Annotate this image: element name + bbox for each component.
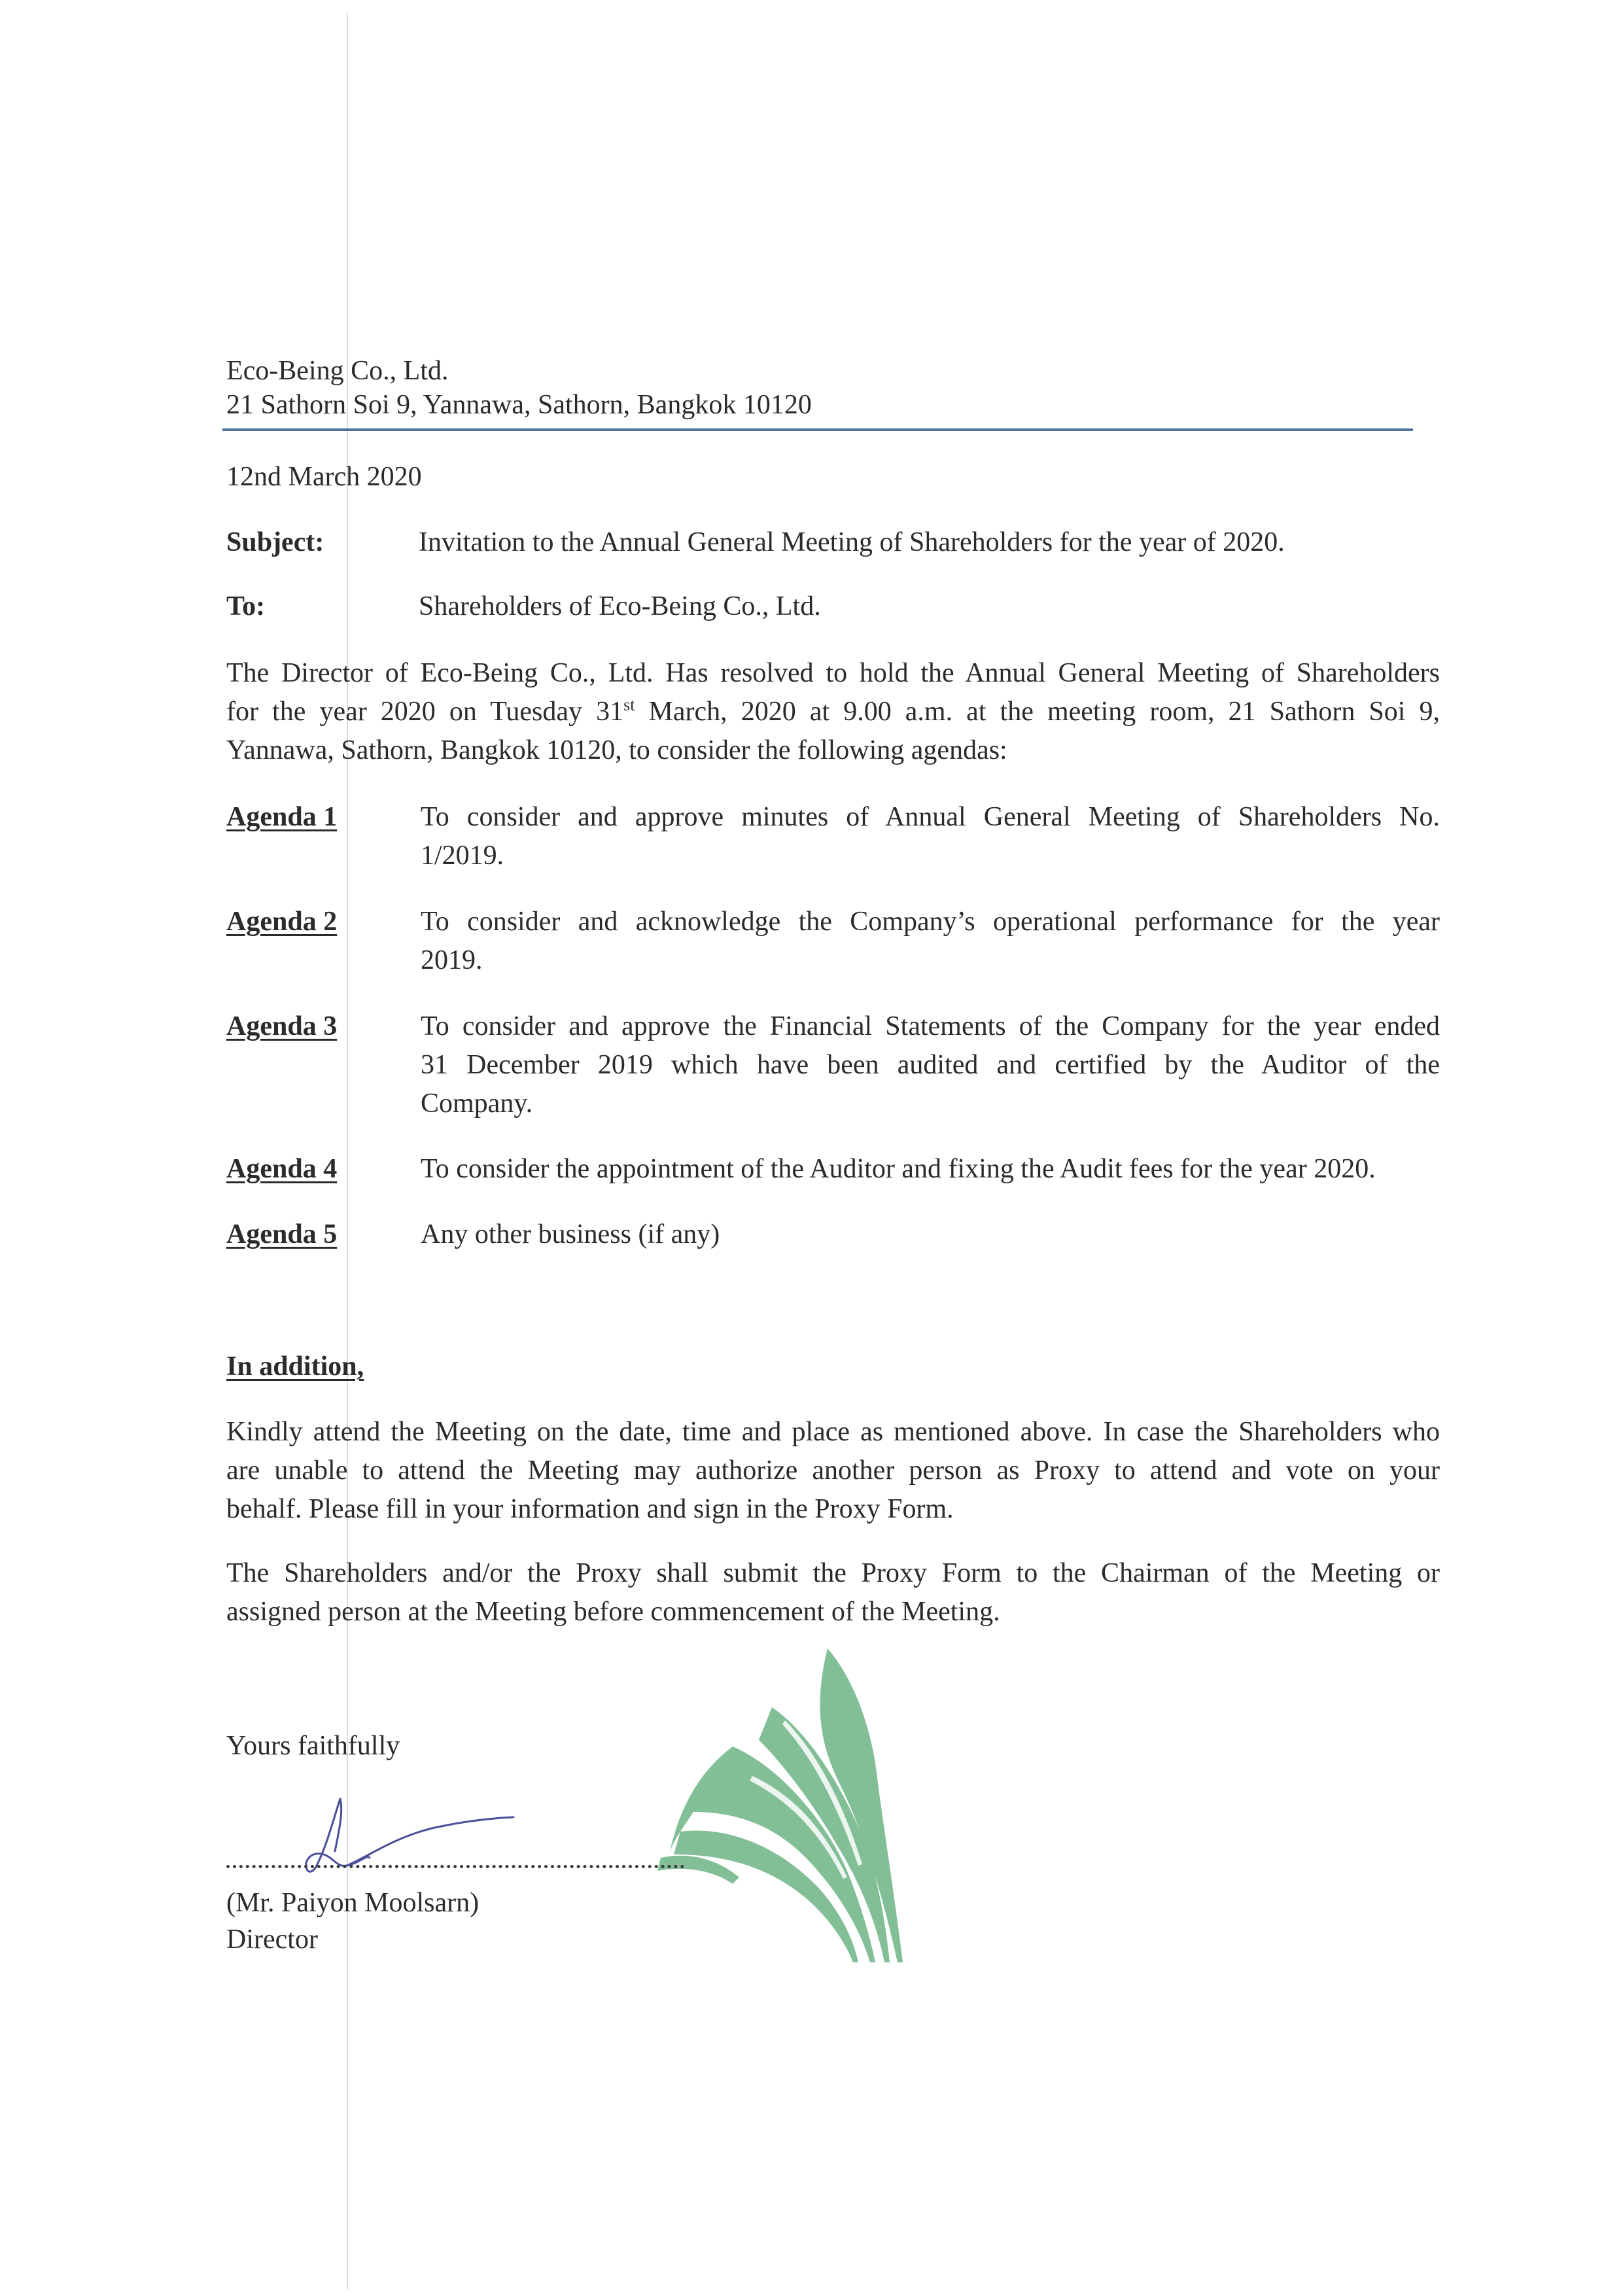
paragraph-line: The Shareholders and/or the Proxy shall submit the Proxy Form to the Chairman of the Meeting or: [226, 1558, 1440, 1588]
agenda-line: To consider and acknowledge the Company’s operational performance for the year: [421, 907, 1440, 937]
paragraph-line: behalf. Please fill in your information and sign in the Proxy Form.: [226, 1494, 954, 1524]
agenda-line: To consider the appointment of the Auditor and fixing the Audit fees for the year 2020.: [421, 1154, 1376, 1184]
intro-line: The Director of Eco-Being Co., Ltd. Has resolved to hold the Annual General Meeting of Shareholders: [226, 658, 1440, 688]
letter-date: 12nd March 2020: [226, 462, 422, 492]
signer-name: (Mr. Paiyon Moolsarn): [226, 1888, 480, 1918]
header-divider: [222, 428, 1413, 431]
company-name: Eco-Being Co., Ltd.: [226, 356, 449, 386]
agenda-line: Any other business (if any): [421, 1219, 720, 1249]
agenda-text: [421, 903, 1440, 980]
agenda-label: Agenda 3: [226, 1011, 338, 1041]
intro-line: Yannawa, Sathorn, Bangkok 10120, to consider the following agendas:: [226, 735, 1007, 765]
agenda-line: 31 December 2019 which have been audited and certified by the Auditor of the: [421, 1050, 1440, 1080]
agenda-line: To consider and approve the Financial Statements of the Company for the year ended: [421, 1011, 1440, 1041]
addition-paragraph-2: [226, 1554, 1440, 1631]
subject-text: Invitation to the Annual General Meeting of Shareholders for the year of 2020.: [419, 527, 1285, 557]
paragraph-line: assigned person at the Meeting before commencement of the Meeting.: [226, 1597, 1000, 1627]
paragraph-line: are unable to attend the Meeting may authorize another person as Proxy to attend and vote on your: [226, 1455, 1440, 1486]
agenda-text: [421, 1150, 1440, 1189]
agenda-line: 2019.: [421, 945, 483, 975]
agenda-label: Agenda 4: [226, 1154, 338, 1184]
intro-line: [226, 693, 1440, 731]
director-signature: [288, 1792, 523, 1884]
intro-paragraph: [226, 654, 1440, 770]
intro-line2-pre: for the year 2020 on Tuesday 31: [226, 697, 624, 727]
company-address: 21 Sathorn Soi 9, Yannawa, Sathorn, Bangkok 10120: [226, 390, 812, 420]
agenda-text: [421, 1007, 1440, 1123]
signer-title: Director: [226, 1924, 318, 1955]
addition-heading: In addition,: [226, 1351, 364, 1382]
agenda-text: [421, 798, 1440, 875]
company-seal-logo: [654, 1635, 929, 1975]
subject-label: Subject:: [226, 527, 324, 557]
closing-salutation: Yours faithfully: [226, 1731, 400, 1761]
paragraph-line: Kindly attend the Meeting on the date, time and place as mentioned above. In case the Shareholders who: [226, 1417, 1440, 1447]
agenda-line: Company.: [421, 1088, 533, 1119]
agenda-line: To consider and approve minutes of Annual General Meeting of Shareholders No.: [421, 802, 1440, 832]
to-text: Shareholders of Eco-Being Co., Ltd.: [419, 591, 821, 621]
agenda-label: Agenda 5: [226, 1219, 338, 1249]
agenda-label: Agenda 1: [226, 802, 338, 832]
intro-line2-post: March, 2020 at 9.00 a.m. at the meeting room, 21 Sathorn Soi 9,: [635, 697, 1440, 727]
agenda-label: Agenda 2: [226, 907, 338, 937]
to-label: To:: [226, 591, 266, 621]
date-ordinal-suffix: st: [623, 695, 635, 714]
addition-paragraph-1: [226, 1413, 1440, 1529]
signature-line: [226, 1861, 684, 1868]
agenda-text: [421, 1215, 1440, 1254]
agenda-line: 1/2019.: [421, 841, 504, 871]
